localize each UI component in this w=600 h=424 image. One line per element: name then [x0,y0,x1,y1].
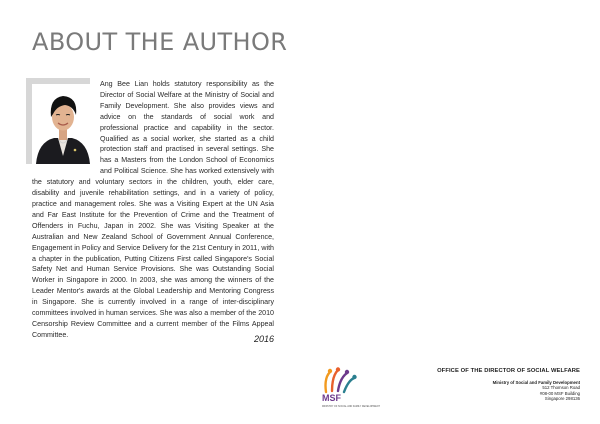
office-title: OFFICE OF THE DIRECTOR OF SOCIAL WELFARE [437,368,580,374]
photo-wrap-spacer [32,79,100,170]
address-line-2: #08-00 MSF Building [539,390,580,396]
publication-year: 2016 [253,334,274,344]
bio-text: Ang Bee Lian holds statutory responsibility as the Director of Social Welfare at the Ministry of Social and Family Development. She also provides views and advice on the standards of social work and professional practice and capability in the sector. Qualified as a social worker, she started as a child protection staff and practised in several settings. She has a Masters from the London School of Economics and Political Science. She has worked extensively with the statutory and voluntary sectors in the children, youth, elder care, disability and juvenile rehabilitation settings, and in a variety of policy, practice and management roles. She was a Visiting Expert at the UN Asia and Far East Institute for the Prevention of Crime and the Treatment of Offenders in Fuchu, Japan in 2002. She was Visiting Speaker at the Australian and New Zealand School of Government Annual Conference, Engagement in Policy and Service Delivery for the 21st Century in 2011, with a chapter in the publication, Putting Citizens First called Singapore's Social Safety Net and Human Service Provisions. She was Outstanding Social Worker in Singapore in 2000. In 2003, she was among the winners of the Leader Mentor's awards at the Global Leadership and Mentoring Congress in Singapore. She is currently involved in a range of inter-disciplinary committees involved in human services. She was also a member of the 2010 Censorship Review Committee and a current member of the Films Appeal Committee. [32,80,274,339]
author-bio [32,79,274,341]
page-title: ABOUT THE AUTHOR [32,28,288,56]
logo-wordmark: MSF [322,393,341,403]
office-address-block [437,368,580,401]
logo-tagline: MINISTRY OF SOCIAL AND FAMILY DEVELOPMENT [322,405,380,408]
address-line-3: Singapore 298136 [544,395,580,401]
address-line-1: 512 Thomson Road [542,385,580,391]
msf-logo [316,366,380,412]
ministry-name: Ministry of Social and Family Development [492,380,580,385]
